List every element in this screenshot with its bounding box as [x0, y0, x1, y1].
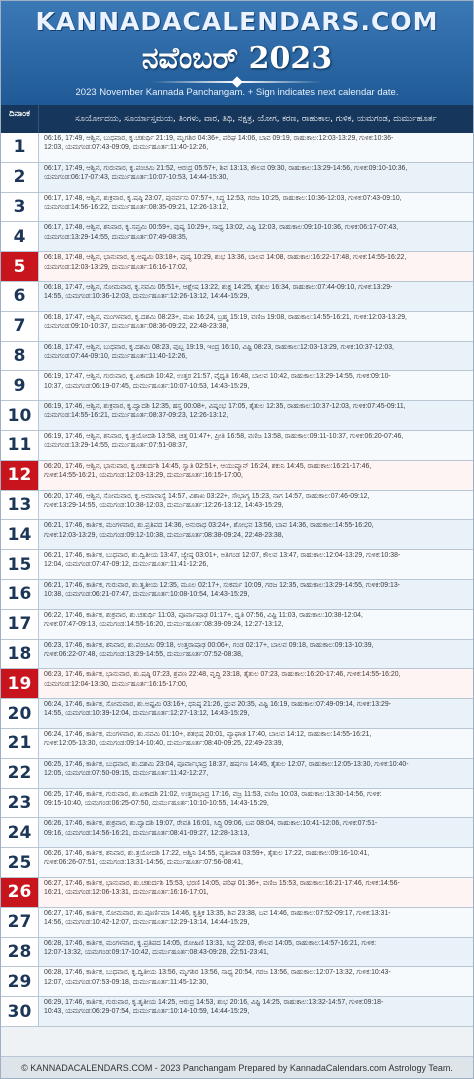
day-row	[1, 908, 473, 938]
day-number: 29	[1, 967, 39, 996]
day-number: 21	[1, 729, 39, 758]
day-details	[39, 371, 473, 400]
day-details	[39, 699, 473, 728]
day-number: 14	[1, 520, 39, 549]
day-details-line1: 06:18, 17:48, ಆಶ್ವಿನ, ಭಾನುವಾರ, ಕೃ.ಅಷ್ಟಮಿ 03:18+, ಪುಷ್ಯ 10:29, ಶುಭ 13:36, ಬಾಲವ 14:08, ರಾಹುಕಾಲ:16:22-17:48, ಗುಳಿಕ:14:55-16:22,	[44, 254, 407, 262]
day-details	[39, 640, 473, 669]
day-row	[1, 312, 473, 342]
day-details-line1: 06:28, 17:46, ಕಾರ್ತಿಕ, ಬುಧವಾರ, ಕೃ.ದ್ವಿತೀಯ 13:56, ಮೃಗಶಿರ 13:56, ಸಾಧ್ಯ 20:54, ಗರಜ 13:56, ರಾಹುಕಾಲ:12:07-13:32, ಗುಳಿಕ:10:43-	[44, 969, 391, 977]
day-details-line1: 06:19, 17:46, ಆಶ್ವಿನ, ಶನಿವಾರ, ಕೃ.ತ್ರಯೋದಶಿ 13:58, ಚಿತ್ತ 01:47+, ಪ್ರೀತಿ 16:58, ವಣಿಜ 13:58, ರಾಹುಕಾಲ:09:11-10:37, ಗುಳಿಕ:06:20-07:46,	[44, 432, 404, 440]
day-details-line1: 06:18, 17:47, ಆಶ್ವಿನ, ಬುಧವಾರ, ಕೃ.ದಶಮಿ 08:23, ಪುಬ್ಬ 19:19, ಇಂದ್ರ 16:10, ವಿಷ್ಟಿ 08:23, ರಾಹುಕಾಲ:12:03-13:29, ಗುಳಿಕ:10:37-12:03,	[44, 343, 394, 351]
day-number: 26	[1, 878, 39, 907]
subtitle: 2023 November Kannada Panchangam. + Sign indicates next calendar date.	[75, 87, 399, 98]
day-details-line1: 06:25, 17:46, ಕಾರ್ತಿಕ, ಗುರುವಾರ, ಶು.ಏಕಾದಶಿ 21:02, ಉತ್ತರಾಭಾದ್ರ 17:16, ವಜ್ರ 11:53, ವಣಿಜ 10:03, ರಾಹುಕಾಲ:13:30-14:56, ಗುಳಿಕ:	[44, 790, 382, 798]
day-details-line1: 06:17, 17:49, ಆಶ್ವಿನ, ಗುರುವಾರ, ಕೃ.ಪಂಚಮಿ 21:52, ಆರುದ್ರ 05:57+, ಶಿವ 13:13, ಕೌಲವ 09:30, ರಾಹುಕಾಲ:13:29-14:56, ಗುಳಿಕ:09:10-10:36,	[44, 164, 408, 172]
day-details-line2: ಯಮಗಂಡ:12:04-13:30, ದುರ್ಮುಹೂರ್ತ:16:15-17:00,	[44, 680, 188, 688]
day-details-line2: ಗುಳಿಕ:06:22-07:48, ಯಮಗಂಡ:13:29-14:55, ದುರ್ಮುಹೂರ್ತ:07:52-08:38,	[44, 650, 243, 658]
day-details	[39, 669, 473, 698]
day-details	[39, 759, 473, 788]
day-details	[39, 818, 473, 847]
day-details	[39, 431, 473, 460]
day-row	[1, 163, 473, 193]
day-number: 10	[1, 401, 39, 430]
day-details-line1: 06:16, 17:49, ಆಶ್ವಿನ, ಬುಧವಾರ, ಕೃ.ಚತುರ್ಥಿ 21:19, ಮೃಗಶಿರ 04:36+, ಪರಿಘ 14:06, ಬಾವ 09:19, ರಾಹುಕಾಲ:12:03-13:29, ಗುಳಿಕ:10:36-	[44, 135, 394, 142]
day-details	[39, 342, 473, 371]
day-number: 3	[1, 193, 39, 222]
day-details	[39, 520, 473, 549]
day-details-line2: 14:55, ಯಮಗಂಡ:10:36-12:03, ದುರ್ಮುಹೂರ್ತ:12:26-13:12, 14:44-15:29,	[44, 293, 250, 301]
day-details	[39, 848, 473, 877]
day-details-line2: ಯಮಗಂಡ:12:03-13:29, ದುರ್ಮುಹೂರ್ತ:16:16-17:02,	[44, 263, 188, 271]
day-number: 7	[1, 312, 39, 341]
day-details	[39, 312, 473, 341]
day-details-line1: 06:22, 17:46, ಕಾರ್ತಿಕ, ಶುಕ್ರವಾರ, ಶು.ಚತುರ್ಥಿ 11:03, ಪೂರ್ವಾಷಾಢ 01:17+, ಧೃತಿ 07:56, ವಿಷ್ಟಿ 11:03, ರಾಹುಕಾಲ:10:38-12:04,	[44, 611, 363, 619]
day-details-line1: 06:26, 17:46, ಕಾರ್ತಿಕ, ಶನಿವಾರ, ಶು.ತ್ರಯೋದಶಿ 17:22, ಅಶ್ವಿನಿ 14:55, ವ್ಯತೀಪಾತ 03:59+, ತೈತುಲ 17:22, ರಾಹುಕಾಲ:09:16-10:41,	[44, 850, 370, 858]
day-details-line1: 06:21, 17:46, ಕಾರ್ತಿಕ, ಗುರುವಾರ, ಶು.ತೃತೀಯ 12:35, ಮೂಲ 02:17+, ಸುಕರ್ಮ 10:09, ಗರಜ 12:35, ರಾಹುಕಾಲ:13:29-14:55, ಗುಳಿಕ:09:13-	[44, 581, 400, 589]
day-details-line2: ಗುಳಿಕ:12:05-13:30, ಯಮಗಂಡ:09:14-10:40, ದುರ್ಮುಹೂರ್ತ:08:40-09:25, 22:49-23:39,	[44, 740, 284, 748]
day-details	[39, 878, 473, 907]
day-number: 30	[1, 997, 39, 1026]
day-details	[39, 908, 473, 937]
day-details	[39, 133, 473, 162]
day-details-line1: 06:20, 17:46, ಆಶ್ವಿನ, ಭಾನುವಾರ, ಕೃ.ಚತುರ್ದಶಿ 14:45, ಸ್ವಾತಿ 02:51+, ಆಯುಷ್ಮಾನ್ 16:24, ಶಕುನಿ 14:45, ರಾಹುಕಾಲ:16:21-17:46,	[44, 462, 372, 470]
day-details-line2: ಯಮಗಂಡ:13:29-14:55, ದುರ್ಮುಹೂರ್ತ:07:49-08:35,	[44, 233, 188, 241]
day-row	[1, 431, 473, 461]
day-details-line1: 06:23, 17:46, ಕಾರ್ತಿಕ, ಶನಿವಾರ, ಶು.ಪಂಚಮಿ 09:18, ಉತ್ತರಾಷಾಢ 00:06+, ಗಂಡ 02:17+, ಬಾಲವ 09:18, ರಾಹುಕಾಲ:09:13-10:39,	[44, 641, 374, 649]
day-details	[39, 491, 473, 520]
day-details-line2: ಗುಳಿಕ:13:29-14:55, ಯಮಗಂಡ:10:38-12:03, ದುರ್ಮುಹೂರ್ತ:12:26-13:12, 14:43-15:29,	[44, 501, 284, 509]
day-number: 15	[1, 550, 39, 579]
day-details-line2: 12:05, ಯಮಗಂಡ:07:50-09:15, ದುರ್ಮುಹೂರ್ತ:11:42-12:27,	[44, 770, 209, 778]
day-details-line2: 14:55, ಯಮಗಂಡ:10:39-12:04, ದುರ್ಮುಹೂರ್ತ:12:27-13:12, 14:43-15:29,	[44, 710, 250, 718]
day-details-line2: ಗುಳಿಕ:14:55-16:21, ಯಮಗಂಡ:12:03-13:29, ದುರ್ಮುಹೂರ್ತ:16:15-17:00,	[44, 472, 243, 480]
day-details-line1: 06:24, 17:46, ಕಾರ್ತಿಕ, ಮಂಗಳವಾರ, ಶು.ನವಮಿ 01:10+, ಶತಭಿಷ 20:01, ವ್ಯಾಘಾತ 17:40, ಬಾಲವ 14:12, ರಾಹುಕಾಲ:14:55-16:21,	[44, 730, 372, 738]
day-row	[1, 640, 473, 670]
day-details-line2: 16:21, ಯಮಗಂಡ:12:06-13:31, ದುರ್ಮುಹೂರ್ತ:16:16-17:01,	[44, 889, 209, 897]
day-row	[1, 938, 473, 968]
day-row	[1, 759, 473, 789]
day-number: 13	[1, 491, 39, 520]
day-number: 5	[1, 252, 39, 281]
day-number: 6	[1, 282, 39, 311]
day-details	[39, 282, 473, 311]
column-header	[1, 105, 473, 133]
day-number: 2	[1, 163, 39, 192]
day-row	[1, 401, 473, 431]
month-title: ನವೆಂಬರ್ 2023	[141, 41, 333, 76]
day-details-line1: 06:18, 17:47, ಆಶ್ವಿನ, ಸೋಮವಾರ, ಕೃ.ನವಮಿ 05:51+, ಆಶ್ಲೇಷ 13:22, ಶುಕ್ಲ 14:25, ತೈತುಲ 16:34, ರಾಹುಕಾಲ:07:44-09:10, ಗುಳಿಕ:13:29-	[44, 283, 393, 291]
day-details-line2: ಗುಳಿಕ:12:03-13:29, ಯಮಗಂಡ:09:12-10:38, ದುರ್ಮುಹೂರ್ತ:08:38-09:24, 22:48-23:38,	[44, 531, 284, 539]
day-row	[1, 520, 473, 550]
day-details-line1: 06:17, 17:48, ಆಶ್ವಿನ, ಶುಕ್ರವಾರ, ಕೃ.ಷಷ್ಠಿ 23:07, ಪುನರ್ವಸು 07:57+, ಸಿದ್ಧ 12:53, ಗರಜ 10:25, ರಾಹುಕಾಲ:10:36-12:03, ಗುಳಿಕ:07:43-09:10,	[44, 194, 402, 202]
day-details-line1: 06:29, 17:46, ಕಾರ್ತಿಕ, ಗುರುವಾರ, ಕೃ.ತೃತೀಯ 14:25, ಆರುದ್ರ 14:53, ಶುಭ 20:16, ವಿಷ್ಟಿ 14:25, ರಾಹುಕಾಲ:13:32-14:57, ಗುಳಿಕ:09:18-	[44, 999, 384, 1007]
day-number: 1	[1, 133, 39, 162]
column-header-details: ಸೂರ್ಯೋದಯ, ಸೂರ್ಯಾಸ್ತಮಯ, ತಿಂಗಳು, ವಾರ, ತಿಥಿ, ನಕ್ಷತ್ರ, ಯೋಗ, ಕರಣ, ರಾಹುಕಾಲ, ಗುಳಿಕ, ಯಮಗಂಡ, ದುರ್ಮುಹೂರ್ತ	[75, 113, 437, 124]
footer: © KANNADACALENDARS.COM - 2023 Panchangam Prepared by KannadaCalendars.com Astrology Team.	[1, 1056, 473, 1078]
day-details	[39, 461, 473, 490]
day-details-line1: 06:21, 17:46, ಕಾರ್ತಿಕ, ಮಂಗಳವಾರ, ಶು.ಪ್ರತಿಪದ 14:36, ಅನುರಾಧ 03:24+, ಶೋಭನ 13:56, ಬಾವ 14:36, ರಾಹುಕಾಲ:14:55-16:20,	[44, 522, 374, 530]
day-details-line1: 06:23, 17:46, ಕಾರ್ತಿಕ, ಭಾನುವಾರ, ಶು.ಷಷ್ಠಿ 07:23, ಶ್ರವಣ 22:48, ವೃದ್ಧಿ 23:18, ತೈತುಲ 07:23, ರಾಹುಕಾಲ:16:20-17:46, ಗುಳಿಕ:14:55-16:20,	[44, 671, 401, 679]
day-details	[39, 938, 473, 967]
day-row	[1, 580, 473, 610]
day-details	[39, 789, 473, 818]
day-details-line2: 10:37, ಯಮಗಂಡ:06:19-07:45, ದುರ್ಮುಹೂರ್ತ:10:07-10:53, 14:43-15:29,	[44, 382, 250, 390]
day-details-line2: 12:03, ಯಮಗಂಡ:07:43-09:09, ದುರ್ಮುಹೂರ್ತ:11:40-12:26,	[44, 144, 209, 152]
day-row	[1, 282, 473, 312]
day-details	[39, 550, 473, 579]
day-number: 24	[1, 818, 39, 847]
day-details-line2: ಯಮಗಂಡ:14:56-16:22, ದುರ್ಮುಹೂರ್ತ:08:35-09:21, 12:26-13:12,	[44, 203, 229, 211]
day-row	[1, 550, 473, 580]
day-row	[1, 699, 473, 729]
day-row	[1, 610, 473, 640]
day-details-line1: 06:21, 17:46, ಕಾರ್ತಿಕ, ಬುಧವಾರ, ಶು.ದ್ವಿತೀಯ 13:47, ಜ್ಯೇಷ್ಠ 03:01+, ಅತಿಗಂಡ 12:07, ಕೌಲವ 13:47, ರಾಹುಕಾಲ:12:04-13:29, ಗುಳಿಕ:10:38-	[44, 552, 401, 560]
day-number: 22	[1, 759, 39, 788]
day-details-line2: 09:15-10:40, ಯಮಗಂಡ:06:25-07:50, ದುರ್ಮುಹೂರ್ತ:10:10-10:55, 14:43-15:29,	[44, 799, 269, 807]
day-rows	[1, 133, 473, 1027]
day-number: 11	[1, 431, 39, 460]
day-details-line2: ಗುಳಿಕ:07:47-09:13, ಯಮಗಂಡ:14:55-16:20, ದುರ್ಮುಹೂರ್ತ:08:39-09:24, 12:27-13:12,	[44, 621, 284, 629]
day-details-line1: 06:26, 17:46, ಕಾರ್ತಿಕ, ಶುಕ್ರವಾರ, ಶು.ದ್ವಾದಶಿ 19:07, ರೇವತಿ 16:01, ಸಿದ್ಧಿ 09:06, ಬವ 08:04, ರಾಹುಕಾಲ:10:41-12:06, ಗುಳಿಕ:07:51-	[44, 820, 378, 828]
day-details-line2: 09:16, ಯಮಗಂಡ:14:56-16:21, ದುರ್ಮುಹೂರ್ತ:08:41-09:27, 12:28-13:13,	[44, 829, 250, 837]
day-details-line1: 06:27, 17:46, ಕಾರ್ತಿಕ, ಭಾನುವಾರ, ಶು.ಚತುರ್ದಶಿ 15:53, ಭರಣಿ 14:05, ಪರಿಘ 01:36+, ವಣಿಜ 15:53, ರಾಹುಕಾಲ:16:21-17:46, ಗುಳಿಕ:14:56-	[44, 879, 400, 887]
day-details-line2: 10:38, ಯಮಗಂಡ:06:21-07:47, ದುರ್ಮುಹೂರ್ತ:10:08-10:54, 14:43-15:29,	[44, 591, 250, 599]
day-details	[39, 729, 473, 758]
day-row	[1, 878, 473, 908]
day-details-line1: 06:18, 17:47, ಆಶ್ವಿನ, ಮಂಗಳವಾರ, ಕೃ.ದಶಮಿ 08:23+, ಮಖ 16:24, ಬ್ರಹ್ಮ 15:19, ವಣಿಜ 19:08, ರಾಹುಕಾಲ:14:55-16:21, ಗುಳಿಕ:12:03-13:29,	[44, 313, 407, 321]
day-details-line2: 14:56, ಯಮಗಂಡ:10:42-12:07, ದುರ್ಮುಹೂರ್ತ:12:29-13:14, 14:44-15:29,	[44, 919, 250, 927]
day-number: 23	[1, 789, 39, 818]
day-number: 12	[1, 461, 39, 490]
day-details-line2: 12:07-13:32, ಯಮಗಂಡ:09:17-10:42, ದುರ್ಮುಹೂರ್ತ:08:43-09:28, 22:51-23:41,	[44, 948, 269, 956]
day-details	[39, 997, 473, 1026]
day-number: 28	[1, 938, 39, 967]
day-details-line2: 10:43, ಯಮಗಂಡ:06:29-07:54, ದುರ್ಮುಹೂರ್ತ:10:14-10:59, 14:44-15:29,	[44, 1008, 250, 1016]
day-number: 19	[1, 669, 39, 698]
day-details	[39, 193, 473, 222]
day-details	[39, 163, 473, 192]
day-row	[1, 967, 473, 997]
day-number: 16	[1, 580, 39, 609]
column-header-date: ದಿನಾಂಕ	[1, 105, 39, 133]
header	[1, 1, 473, 105]
day-row	[1, 789, 473, 819]
day-details	[39, 252, 473, 281]
day-details-line1: 06:19, 17:46, ಆಶ್ವಿನ, ಶುಕ್ರವಾರ, ಕೃ.ದ್ವಾದಶಿ 12:35, ಹಸ್ತ 00:08+, ವಿಷ್ಕಂಭ 17:05, ತೈತುಲ 12:35, ರಾಹುಕಾಲ:10:37-12:03, ಗುಳಿಕ:07:45-09:11,	[44, 403, 406, 411]
day-details	[39, 222, 473, 251]
day-number: 17	[1, 610, 39, 639]
day-details	[39, 610, 473, 639]
day-row	[1, 252, 473, 282]
day-details-line1: 06:17, 17:48, ಆಶ್ವಿನ, ಶನಿವಾರ, ಕೃ.ಸಪ್ತಮಿ 00:59+, ಪುಷ್ಯ 10:29+, ಸಾಧ್ಯ 13:02, ವಿಷ್ಟಿ 12:03, ರಾಹುಕಾಲ:09:10-10:36, ಗುಳಿಕ:06:17-07:43,	[44, 224, 399, 232]
day-row	[1, 371, 473, 401]
day-details-line2: ಯಮಗಂಡ:13:29-14:55, ದುರ್ಮುಹೂರ್ತ:07:51-08:37,	[44, 442, 188, 450]
day-details-line1: 06:28, 17:46, ಕಾರ್ತಿಕ, ಮಂಗಳವಾರ, ಕೃ.ಪ್ರತಿಪದ 14:05, ರೋಹಿಣಿ 13:31, ಸಿದ್ಧ 22:03, ಕೌಲವ 14:05, ರಾಹುಕಾಲ:14:57-16:21, ಗುಳಿಕ:	[44, 939, 377, 947]
day-details	[39, 967, 473, 996]
day-number: 8	[1, 342, 39, 371]
day-row	[1, 133, 473, 163]
day-number: 20	[1, 699, 39, 728]
day-details	[39, 580, 473, 609]
day-row	[1, 669, 473, 699]
day-details-line2: ಯಮಗಂಡ:09:10-10:37, ದುರ್ಮುಹೂರ್ತ:08:36-09:22, 22:48-23:38,	[44, 323, 229, 331]
day-number: 27	[1, 908, 39, 937]
site-name[interactable]: KANNADACALENDARS.COM	[35, 7, 439, 36]
day-details-line2: ಯಮಗಂಡ:14:55-16:21, ದುರ್ಮುಹೂರ್ತ:08:37-09:23, 12:26-13:12,	[44, 412, 229, 420]
day-details-line2: 12:07, ಯಮಗಂಡ:07:53-09:18, ದುರ್ಮುಹೂರ್ತ:11:45-12:30,	[44, 978, 209, 986]
day-row	[1, 222, 473, 252]
day-details-line2: ಯಮಗಂಡ:07:44-09:10, ದುರ್ಮುಹೂರ್ತ:11:40-12:26,	[44, 352, 188, 360]
day-details-line1: 06:20, 17:46, ಆಶ್ವಿನ, ಸೋಮವಾರ, ಕೃ.ಅಮಾವಾಸ್ಯೆ 14:57, ವಿಶಾಖ 03:22+, ಸೌಭಾಗ್ಯ 15:23, ನಾಗ 14:57, ರಾಹುಕಾಲ:07:46-09:12,	[44, 492, 370, 500]
day-row	[1, 997, 473, 1027]
day-row	[1, 491, 473, 521]
day-details-line2: ಗುಳಿಕ:06:26-07:51, ಯಮಗಂಡ:13:31-14:56, ದುರ್ಮುಹೂರ್ತ:07:56-08:41,	[44, 859, 243, 867]
day-row	[1, 193, 473, 223]
day-details-line2: 12:04, ಯಮಗಂಡ:07:47-09:12, ದುರ್ಮುಹೂರ್ತ:11:41-12:26,	[44, 561, 209, 569]
day-row	[1, 848, 473, 878]
day-number: 25	[1, 848, 39, 877]
day-row	[1, 342, 473, 372]
day-details-line1: 06:25, 17:46, ಕಾರ್ತಿಕ, ಬುಧವಾರ, ಶು.ದಶಮಿ 23:04, ಪೂರ್ವಾಭಾದ್ರ 18:37, ಹರ್ಷಣ 14:45, ತೈತುಲ 12:07, ರಾಹುಕಾಲ:12:05-13:30, ಗುಳಿಕ:10:40-	[44, 760, 409, 768]
day-details	[39, 401, 473, 430]
day-details-line2: ಯಮಗಂಡ:06:17-07:43, ದುರ್ಮುಹೂರ್ತ:10:07-10:53, 14:44-15:30,	[44, 174, 229, 182]
day-number: 4	[1, 222, 39, 251]
day-details-line1: 06:27, 17:46, ಕಾರ್ತಿಕ, ಸೋಮವಾರ, ಶು.ಪೂರ್ಣಿಮಾ 14:46, ಕೃತ್ತಿಕ 13:35, ಶಿವ 23:38, ಬವ 14:46, ರಾಹುಕಾಲ:07:52-09:17, ಗುಳಿಕ:13:31-	[44, 909, 391, 917]
day-row	[1, 461, 473, 491]
ornament-divider	[151, 81, 323, 83]
day-details-line1: 06:24, 17:46, ಕಾರ್ತಿಕ, ಸೋಮವಾರ, ಶು.ಅಷ್ಟಮಿ 03:16+, ಧನಿಷ್ಠ 21:26, ಧ್ರುವ 20:35, ವಿಷ್ಟಿ 16:19, ರಾಹುಕಾಲ:07:49-09:14, ಗುಳಿಕ:13:29-	[44, 701, 391, 709]
day-row	[1, 818, 473, 848]
day-number: 9	[1, 371, 39, 400]
day-number: 18	[1, 640, 39, 669]
day-row	[1, 729, 473, 759]
day-details-line1: 06:19, 17:47, ಆಶ್ವಿನ, ಗುರುವಾರ, ಕೃ.ಏಕಾದಶಿ 10:42, ಉತ್ತರ 21:57, ವೈಧೃತಿ 16:48, ಬಾಲವ 10:42, ರಾಹುಕಾಲ:13:29-14:55, ಗುಳಿಕ:09:10-	[44, 373, 391, 381]
